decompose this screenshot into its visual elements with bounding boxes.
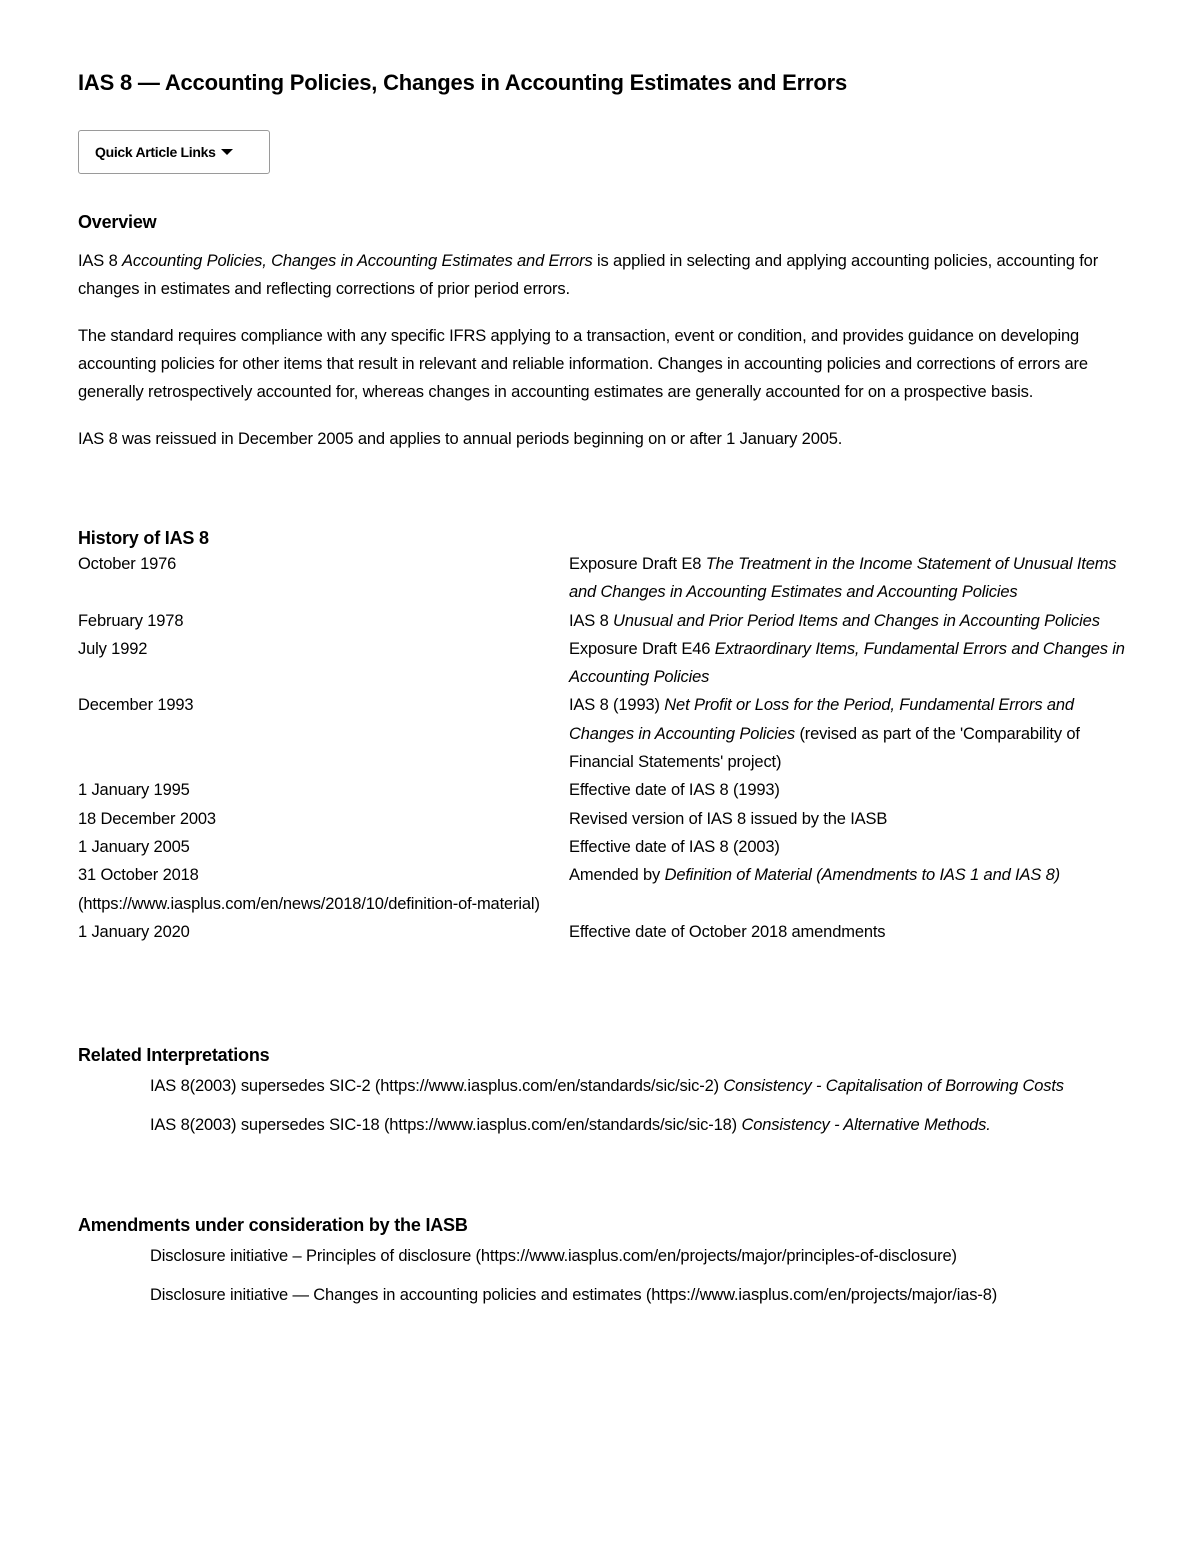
history-row: [78, 918, 1128, 946]
related-item-title: Consistency - Alternative Methods.: [741, 1115, 991, 1134]
history-date-text: 31 October 2018: [78, 866, 199, 885]
history-description: [569, 805, 1129, 833]
history-description-text: Effective date of IAS 8 (1993): [569, 781, 780, 800]
related-item-text: IAS 8(2003) supersedes SIC-2 (https://www.iasplus.com/en/standards/sic/sic-2): [150, 1077, 724, 1095]
history-description: [569, 550, 1129, 607]
history-date: [78, 776, 569, 804]
overview-section: [78, 212, 1118, 472]
history-date-text: October 1976: [78, 555, 177, 573]
related-item-text: IAS 8(2003) supersedes SIC-18 (https://www.iasplus.com/en/standards/sic/sic-18): [150, 1115, 742, 1134]
history-date: [78, 861, 569, 918]
history-description-text: Effective date of October 2018 amendments: [569, 922, 886, 941]
history-description: [569, 607, 1129, 635]
caret-down-icon: [221, 149, 233, 155]
history-row: [78, 550, 1128, 607]
history-section: [78, 528, 1128, 946]
related-interpretations-section: [78, 1045, 1128, 1149]
history-description-text: IAS 8 (1993): [569, 696, 665, 715]
history-date-link[interactable]: (https://www.iasplus.com/en/news/2018/10/definition-of-material): [78, 894, 540, 913]
history-description-text: Effective date of IAS 8 (2003): [569, 837, 780, 856]
history-description-text: Amended by: [569, 866, 665, 885]
amendment-item[interactable]: Disclosure initiative — Changes in accounting policies and estimates (https://www.iasplus.com/en/projects/major/ias-8): [150, 1285, 998, 1304]
overview-paragraph-2: The standard requires compliance with any specific IFRS applying to a transaction, event or condition, and provides guidance on developing accounting policies for other items that result in relevant and reliable information. Changes in accounting policies and corrections of errors are generally retrospectively accounted for, whereas changes in accounting estimates are generally accounted for on a prospective basis.: [78, 327, 1088, 401]
history-description: [569, 918, 1129, 946]
history-publication-title: Unusual and Prior Period Items and Changes in Accounting Policies: [613, 611, 1100, 630]
history-publication-title: Definition of Material (Amendments to IAS 1 and IAS 8): [664, 866, 1061, 885]
history-description-text: Revised version of IAS 8 issued by the IASB: [569, 809, 888, 828]
history-date: [78, 635, 569, 692]
history-description-text: (revised as part of the 'Comparability of Financial Statements' project): [569, 724, 1080, 772]
history-row: [78, 691, 1128, 776]
amendments-section: [78, 1215, 1128, 1319]
related-item[interactable]: [78, 1111, 1128, 1140]
history-date: [78, 833, 569, 861]
history-description-text: Exposure Draft E8: [569, 555, 706, 573]
history-description: [569, 833, 1129, 861]
overview-p1-standard-title: Accounting Policies, Changes in Accounting Estimates and Errors: [122, 252, 593, 270]
history-description: [569, 776, 1129, 804]
history-row: [78, 833, 1128, 861]
history-date: [78, 550, 569, 607]
amendments-heading: Amendments under consideration by the IASB: [78, 1215, 468, 1235]
history-publication-title: Net Profit or Loss for the Period, Fundamental Errors and Changes in Accounting Policies: [569, 696, 1074, 743]
overview-paragraph-1: [78, 247, 1118, 303]
history-heading: History of IAS 8: [78, 528, 209, 548]
history-publication-title: The Treatment in the Income Statement of Unusual Items and Changes in Accounting Estimates and Accounting Policies: [569, 555, 1117, 602]
history-publication-title: Extraordinary Items, Fundamental Errors and Changes in Accounting Policies: [569, 639, 1125, 687]
history-date-text: 18 December 2003: [78, 809, 216, 828]
history-table: [78, 550, 1128, 946]
history-date-text: July 1992: [78, 639, 148, 658]
overview-paragraph-3: IAS 8 was reissued in December 2005 and applies to annual periods beginning on or after 1 January 2005.: [78, 430, 843, 448]
history-row: [78, 607, 1128, 635]
history-date-text: December 1993: [78, 696, 194, 715]
history-date: [78, 918, 569, 946]
overview-p1-suffix: is applied in selecting and applying accounting policies, accounting for changes in estimates and reflecting corrections of prior period errors.: [78, 252, 1099, 298]
history-date: [78, 607, 569, 635]
quick-article-links-label: Quick Article Links: [95, 144, 216, 160]
related-interpretations-heading: Related Interpretations: [78, 1045, 270, 1065]
history-date-text: 1 January 2005: [78, 837, 190, 856]
related-item[interactable]: [78, 1072, 1128, 1101]
history-date-text: 1 January 2020: [78, 922, 190, 941]
amendment-item[interactable]: Disclosure initiative – Principles of disclosure (https://www.iasplus.com/en/projects/major/principles-of-disclosure): [150, 1247, 957, 1265]
quick-article-links-button[interactable]: [78, 130, 270, 174]
history-description: [569, 635, 1129, 692]
history-date: [78, 805, 569, 833]
history-row: [78, 861, 1128, 918]
history-description-text: IAS 8: [569, 611, 614, 630]
related-item-title: Consistency - Capitalisation of Borrowing Costs: [723, 1077, 1064, 1095]
page-title: IAS 8 — Accounting Policies, Changes in Accounting Estimates and Errors: [78, 70, 847, 95]
history-row: [78, 805, 1128, 833]
history-description: [569, 691, 1129, 776]
history-row: [78, 776, 1128, 804]
overview-p1-prefix: IAS 8: [78, 252, 123, 270]
history-row: [78, 635, 1128, 692]
history-date-text: February 1978: [78, 611, 184, 630]
history-description-text: Exposure Draft E46: [569, 639, 715, 658]
history-date-text: 1 January 1995: [78, 781, 190, 800]
history-description: [569, 861, 1129, 918]
history-date: [78, 691, 569, 776]
overview-heading: Overview: [78, 212, 157, 232]
